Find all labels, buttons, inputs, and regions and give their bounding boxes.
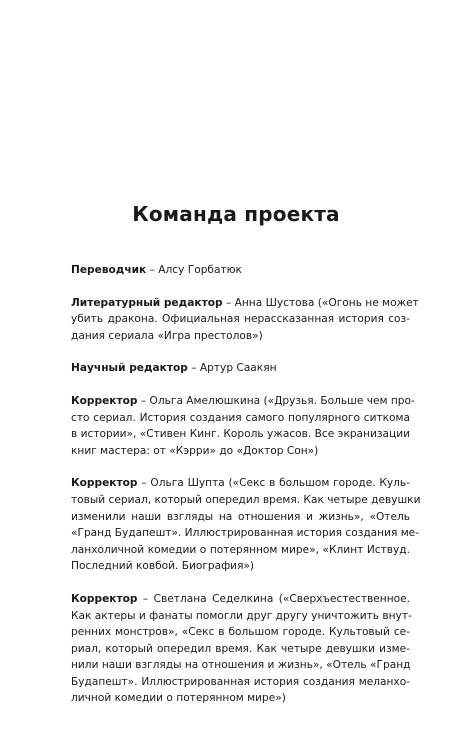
- credit-text: изменили наши взгляды на отношения и жизнь», «Отель: [71, 510, 410, 523]
- credit-line: [71, 525, 420, 542]
- credit-entry: [71, 591, 410, 707]
- credit-line: [71, 624, 410, 641]
- credit-role: Переводчик: [71, 264, 147, 276]
- credit-role: Научный редактор: [71, 362, 188, 375]
- credit-line: [71, 311, 410, 328]
- credit-line: [71, 426, 410, 443]
- credit-text: сто сериал. История создания самого популярного ситкома: [71, 411, 410, 424]
- credit-line: [71, 443, 410, 460]
- credit-text: нили наши взгляды на отношения и жизнь», «Отель «Гранд: [71, 659, 411, 672]
- credit-role: Корректор: [71, 477, 138, 490]
- credit-entry: [71, 360, 410, 377]
- credit-role: Корректор: [71, 592, 138, 605]
- credit-text: – Анна Шустова («Огонь не может: [225, 296, 419, 309]
- credits-list: [71, 262, 421, 723]
- credit-line: [71, 641, 410, 658]
- credit-text: товый сериал, который опередил время. Как четыре девушки: [71, 493, 421, 506]
- credit-text: дания сериала «Игра престолов»): [71, 329, 263, 342]
- credit-line: [71, 509, 410, 526]
- credit-role: Литературный редактор: [71, 296, 223, 309]
- credit-line: [71, 475, 410, 492]
- credit-entry: [71, 262, 410, 279]
- credit-line: [71, 542, 410, 559]
- credit-text: – Ольга Шупта («Секс в большом городе. Куль-: [141, 477, 410, 490]
- credit-text: – Артур Саакян: [191, 362, 277, 375]
- credit-line: [71, 295, 419, 312]
- credit-text: – Светлана Седелкина («Сверхъестественное.: [142, 592, 410, 605]
- credit-line: [71, 690, 410, 707]
- credit-text: ренних монстров», «Секс в большом городе. Культовый се-: [71, 626, 410, 639]
- credit-line: [71, 328, 410, 345]
- credit-role: Корректор: [71, 394, 138, 407]
- credit-line: [71, 262, 410, 279]
- credit-line: [71, 674, 410, 691]
- credit-entry: [71, 393, 415, 459]
- credit-text: личной комедии о потерянном мире»): [71, 692, 286, 705]
- credit-text: – Ольга Амелюшкина («Друзья. Больше чем про-: [140, 394, 415, 407]
- credit-text: Как актеры и фанаты помогли друг другу уничтожить внут-: [71, 609, 412, 622]
- credit-line: [71, 492, 421, 509]
- credit-entry: [71, 295, 419, 345]
- credit-line: [71, 591, 410, 608]
- credit-line: [71, 393, 415, 410]
- credit-line: [71, 360, 410, 377]
- credit-text: Последний ковбой. Биография»): [71, 560, 255, 573]
- credit-text: риал, который опередил время. Как четыре девушки изме-: [71, 642, 410, 655]
- page-title: Команда проекта: [132, 202, 340, 226]
- credit-line: [71, 608, 410, 625]
- credit-entry: [71, 475, 421, 575]
- credit-text: Будапешт». Иллюстрированная история создания меланхо-: [71, 675, 410, 688]
- credit-line: [71, 657, 410, 674]
- credit-line: [71, 410, 410, 427]
- credit-text: убить дракона. Официальная нерассказанная история соз-: [71, 313, 410, 326]
- credit-text: «Гранд Будапешт». Иллюстрированная история создания ме-: [71, 527, 420, 540]
- credit-text: в истории», «Стивен Кинг. Король ужасов. Все экранизации: [71, 428, 410, 441]
- credit-line: [71, 558, 410, 575]
- credit-text: книг мастера: от «Кэрри» до «Доктор Сон»): [71, 444, 319, 457]
- credit-text: ланхоличной комедии о потерянном мире», «Клинт Иствуд.: [71, 543, 410, 556]
- credit-text: – Алсу Горбатюк: [149, 264, 242, 276]
